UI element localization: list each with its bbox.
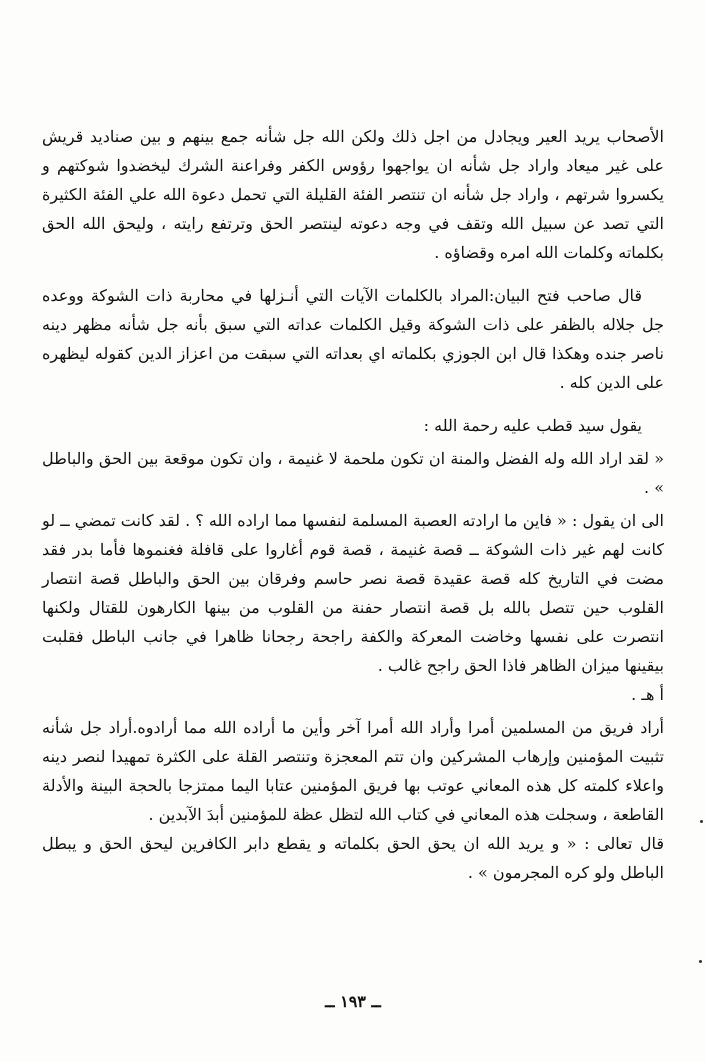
paragraph-3: يقول سيد قطب عليه رحمة الله : [423, 416, 642, 435]
paragraph-1: الأصحاب يريد العير ويجادل من اجل ذلك ولكن الله جل شأنه جمع بينهم و بين صناديد قريش على غير ميعاد واراد جل شأنه ان يواجهوا رؤوس الكفر وفراعنة الشرك ليخضدوا شوكتهم و يكسروا شرتهم ، واراد جل شأنه ان تنتصر الفئة القليلة التي تحمل دعوة الله علي الفئة الكثيرة التي تصد عن سبيل الله وتقف في وجه دعوته لينتصر الحق وترتفع رايته ، وليحق الله الحق بكلماته وكلمات الله امره وقضاؤه . [42, 127, 664, 262]
scan-speck [700, 820, 703, 823]
paragraph-6-end-mark: أ هـ . [631, 685, 664, 704]
paragraph-5-quote: الى ان يقول : « فاين ما ارادته العصبة المسلمة لنفسها مما اراده الله ؟ . لقد كانت تمضي ــ لو كانت لهم غير ذات الشوكة ــ قصة غنيمة ، قصة قوم أغاروا على قافلة فغنموها فأما بدر فقد مضت في التاريخ كله قصة عقيدة قصة نصر حاسم وفرقان بين الحق والباطل قصة انتصار القلوب حين تتصل بالله بل قصة انتصار حفنة من القلوب من بينها الكارهون للقتال ولكنها انتصرت على نفسها وخاضت المعركة والكفة راجحة رجحانا ظاهرا في جانب الباطل فقلبت بيقينها ميزان الظاهر فاذا الحق راجح غالب . [42, 511, 664, 675]
paragraph-2: قال صاحب فتح البيان:المراد بالكلمات الآيات التي أنـزلها في محاربة ذات الشوكة ووعده جل جلاله بالظفر على ذات الشوكة وقيل الكلمات عداته التي سبق بأنه جل شأنه مظهر دينه ناصر جنده وهكذا قال ابن الجوزي بكلماته اي بعداته التي سبقت من اعزاز الدين كقوله ليظهره على الدين كله . [42, 286, 665, 392]
page-body [42, 122, 664, 887]
page-number: ــ ١٩٣ ــ [325, 992, 381, 1011]
scan-speck [699, 960, 702, 963]
paragraph-4-quote: « لقد اراد الله وله الفضل والمنة ان تكون ملحمة لا غنيمة ، وان تكون موقعة بين الحق والباطل » . [42, 449, 664, 497]
paragraph-8-verse: قال تعالى : « و يريد الله ان يحق الحق بكلماته و يقطع دابر الكافرين ليحق الحق و يبطل الباطل ولو كره المجرمون » . [42, 834, 664, 882]
paragraph-7: أراد فريق من المسلمين أمرا وأراد الله أمرا آخر وأين ما أراده الله مما أرادوه.أراد جل شأنه تثبيت المؤمنين وإرهاب المشركين وان تتم المعجزة وتنتصر القلة على الكثرة تمهيدا لنصر دينه واعلاء كلمته كل هذه المعاني عوتب بها فريق المؤمنين عتابا اليما ممتزجا بالحجة البينة والأدلة القاطعة ، وسجلت هذه المعاني في كتاب الله لتظل عظة للمؤمنين أبدَ الآبدين . [42, 718, 664, 824]
